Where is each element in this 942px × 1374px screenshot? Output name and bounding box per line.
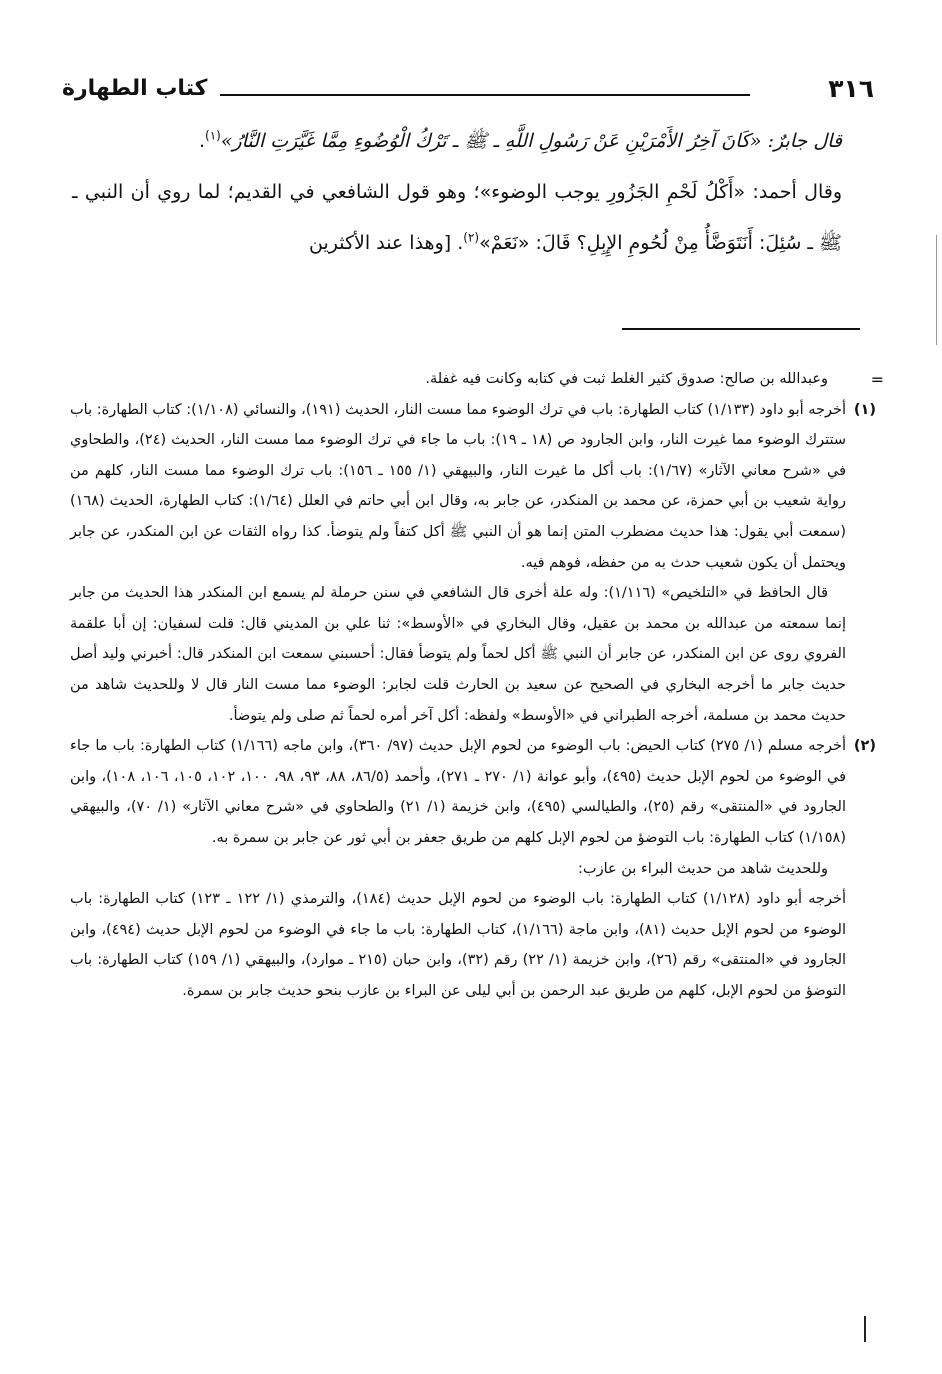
footnote-continuation: وعبدالله بن صالح: صدوق كثير الغلط ثبت في كتابه وكانت فيه غفلة.: [425, 371, 828, 387]
footnote-1: [70, 395, 876, 732]
footnote-ref-1: (١): [205, 128, 221, 143]
page-header: [60, 70, 882, 110]
main-text: [72, 116, 842, 269]
footnote-2-marker: (٢): [853, 738, 876, 755]
footnote-2: [70, 731, 876, 1006]
scan-edge: [936, 235, 937, 345]
footnote-1-para-2: قال الحافظ في «التلخيص» (١/١١٦): وله علة أخرى قال الشافعي في سنن حرملة لم يسمع ابن المنكدر هذا الحديث من جابر إنما سمعته من عبدالله بن محمد بن عقيل، وقال البخاري في «الأوسط»: ثنا علي بن المديني قال: قلت لسفيان: إن أبا علقمة الفروي روى عن ابن المنكدر، عن جابر أن النبي ﷺ أكل لحماً ولم يتوضأ فقال: أحسبني سمعت ابن المنكدر قال: أخبرني وليد أصل حديث جابر ما أخرجه البخاري في الصحيح عن سعيد بن الحارث قلت لجابر: الوضوء مما مست النار قال لا وللحديث شاهد من حديث محمد بن مسلمة، أخرجه الطبراني في «الأوسط» ولفظه: أكل آخر أمره لحماً ثم صلى ولم يتوضأ.: [70, 585, 846, 724]
margin-mark: [864, 1316, 866, 1342]
continuation-clause: [وهذا عند الأكثرين: [309, 232, 452, 254]
main-paragraph-1: قال جابرٌ: «كَانَ آخِرُ الأَمْرَيْنِ عَنْ رَسُولِ اللَّهِ ـ ﷺ ـ تَرْكُ الْوُضُوءِ مِمَّا غَيَّرَتِ النَّارُ»$^{(١)}$.: [198, 128, 842, 152]
chapter-title: كتاب الطهارة: [62, 76, 208, 101]
footnote-1-marker: (١): [853, 401, 876, 418]
footnote-separator: [622, 328, 860, 330]
jabir-quote: قال جابرٌ: «كَانَ آخِرُ الأَمْرَيْنِ عَنْ رَسُولِ اللَّهِ ـ ﷺ ـ تَرْكُ الْوُضُوءِ مِمَّا غَيَّرَتِ النَّارُ»: [220, 130, 842, 152]
page-number: ٣١٦: [828, 74, 874, 103]
continuation-marker: =: [870, 370, 884, 389]
footnote-2-text: أخرجه مسلم (١/ ٢٧٥) كتاب الحيض: باب الوضوء من لحوم الإبل حديث (٩٧/ ٣٦٠)، وابن ماجه (١/١٦٦) كتاب الطهارة: باب ما جاء في الوضوء من لحوم الإبل حديث (٤٩٥)، وأبو عوانة (١/ ٢٧٠ ـ ٢٧١)، وأحمد (٨٦/٥، ٨٨، ٩٣، ٩٨، ١٠٠، ١٠٢، ١٠٥، ١٠٦، ١٠٨)، وابن الجارود في «المنتقى» رقم (٢٥)، والطيالسي (٤٩٥)، وابن خزيمة (١/ ٢١) والطحاوي في «شرح معاني الآثار» (١/ ٧٠)، والبيهقي (١/١٥٨) كتاب الطهارة: باب التوضؤ من لحوم الإبل كلهم من طريق جعفر بن أبي ثور عن جابر بن سمرة به.: [70, 738, 847, 846]
ahmad-statement: وقال أحمد: «أَكْلُ لَحْمِ الجَزُورِ يوجب الوضوء»؛ وهو قول الشافعي في القديم؛ لما روي أن النبي ـ ﷺ ـ سُئِلَ: أَنَتَوَضَّأُ مِنْ لُحُومِ الإِبِلِ؟ قَالَ: «نَعَمْ»: [72, 181, 842, 254]
footnotes: [70, 364, 876, 1006]
footnote-2-para-3: أخرجه أبو داود (١/١٢٨) كتاب الطهارة: باب الوضوء من لحوم الإبل حديث (١٨٤)، والترمذي (١/ ١٢٢ ـ ١٢٣) كتاب الطهارة: باب الوضوء من لحوم الإبل حديث (٨١)، وابن ماجة (١/١٦٦)، كتاب الطهارة: باب ما جاء في الوضوء من لحوم الإبل حديث (٤٩٤)، وابن الجارود في «المنتقى» رقم (٢٦)، وابن خزيمة (١/ ٢٢) رقم (٣٢)، وابن حبان (٢١٥ ـ موارد)، والبيهقي (١/ ١٥٩) كتاب الطهارة: باب التوضؤ من لحوم الإبل، كلهم من طريق عبد الرحمن بن أبي ليلى عن البراء بن عازب بنحو حديث جابر بن سمرة.: [70, 891, 847, 999]
footnote-2-para-2: وللحديث شاهد من حديث البراء بن عازب:: [578, 860, 828, 877]
main-paragraph-2: وقال أحمد: «أَكْلُ لَحْمِ الجَزُورِ يوجب الوضوء»؛ وهو قول الشافعي في القديم؛ لما روي أن النبي ـ ﷺ ـ سُئِلَ: أَنَتَوَضَّأُ مِنْ لُحُومِ الإِبِلِ؟ قَالَ: «نَعَمْ»$^{(٢)}$. [وهذا عند الأكثرين: [72, 181, 842, 254]
footnote-1-text: أخرجه أبو داود (١/١٣٣) كتاب الطهارة: باب في ترك الوضوء مما مست النار، الحديث (١٩١)، والنسائي (١/١٠٨): كتاب الطهارة: باب ستترك الوضوء مما غيرت النار، وابن الجارود ص (١٨ ـ ١٩): باب ما جاء في ترك الوضوء مما مست النار، الحديث (٢٤)، والطحاوي في «شرح معاني الآثار» (١/٦٧): باب أكل ما غيرت النار، والبيهقي (١/ ١٥٥ ـ ١٥٦): باب ترك الوضوء مما مست النار، كلهم من رواية شعيب بن أبي حمزة، عن محمد بن المنكدر، عن جابر به، وقال ابن أبي حاتم في العلل (١/٦٤): كتاب الطهارة، الحديث (١٦٨) (سمعت أبي يقول: هذا حديث مضطرب المتن إنما هو أن النبي ﷺ أكل كتفاً ولم يتوضأ. كذا رواه الثقات عن ابن المنكدر، عن جابر ويحتمل أن يكون شعيب حدث به من حفظه، فوهم فيه.: [70, 401, 847, 571]
header-rule: [220, 94, 750, 96]
footnote-ref-2: (٢): [463, 230, 480, 245]
